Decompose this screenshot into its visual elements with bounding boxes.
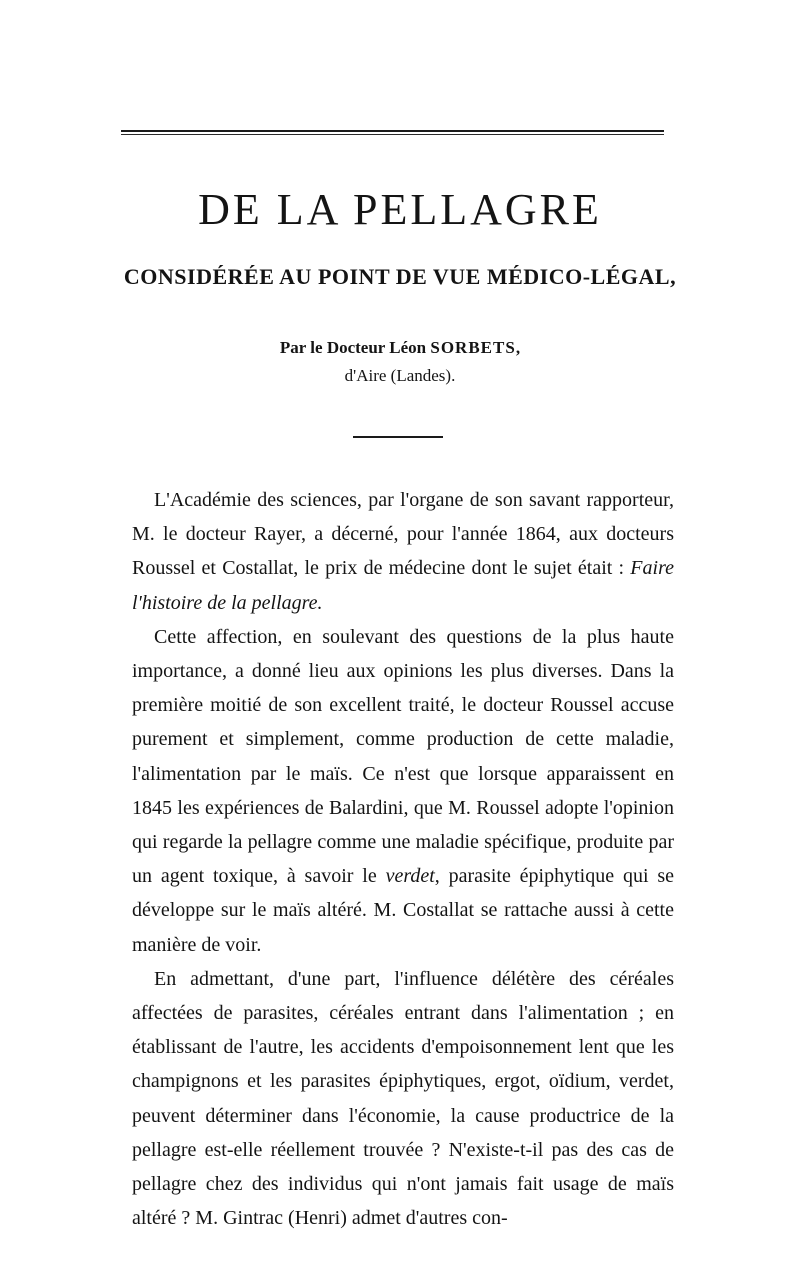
header-rule-thick — [121, 130, 664, 132]
paragraph — [132, 620, 674, 962]
byline-suffix: , — [515, 338, 521, 357]
header-rule-thin — [121, 134, 664, 135]
article-title: DE LA PELLAGRE — [198, 185, 602, 234]
italic-word: verdet — [385, 865, 435, 888]
paragraph-text: En admettant, d'une part, l'influence délétère des céréales affectées de parasites, céréales entrant dans l'alimentation ; en établissant de l'autre, les accidents d'empoisonnement lent que les champignons et les parasites épiphytiques, ergot, oïdium, verdet, peuvent déterminer dans l'économie, la cause productrice de la pellagre est-elle réellement trouvée ? N'existe-t-il pas des cas de pellagre chez des individus qui n'ont jamais fait usage de maïs altéré ? M. Gintrac (Henri) admet d'autres con- — [132, 967, 674, 1230]
author-location: d'Aire (Landes). — [344, 366, 456, 385]
paragraph-text: , parasite épiphytique qui se développe sur le maïs altéré. M. Costallat se rattache aussi à cette manière de voir. — [132, 865, 674, 956]
byline-prefix: Par le Docteur Léon — [279, 338, 431, 357]
paragraph-text: L'Académie des sciences, par l'organe de son savant rapporteur, M. le docteur Rayer, a décerné, pour l'année 1864, aux docteurs Roussel et Costallat, le prix de médecine dont le sujet était : — [132, 489, 674, 580]
paragraph — [132, 483, 674, 620]
article-body — [132, 483, 674, 1235]
author-name: SORBETS — [430, 338, 516, 357]
article-subtitle: CONSIDÉRÉE AU POINT DE VUE MÉDICO-LÉGAL, — [123, 264, 677, 289]
paragraph-text: Cette affection, en soulevant des questions de la plus haute importance, a donné lieu aux opinions les plus diverses. Dans la première moitié de son excellent traité, le docteur Roussel accuse purement et simplement, comme production de cette maladie, l'alimentation par le maïs. Ce n'est que lorsque apparaissent en 1845 les expériences de Balardini, que M. Roussel adopte l'opinion qui regarde la pellagre comme une maladie spécifique, produite par un agent toxique, à savoir le — [132, 625, 674, 888]
italic-phrase: Faire l'histoire de la pellagre. — [132, 557, 674, 614]
paragraph — [132, 962, 674, 1236]
section-divider — [353, 436, 443, 438]
author-byline — [0, 336, 800, 360]
